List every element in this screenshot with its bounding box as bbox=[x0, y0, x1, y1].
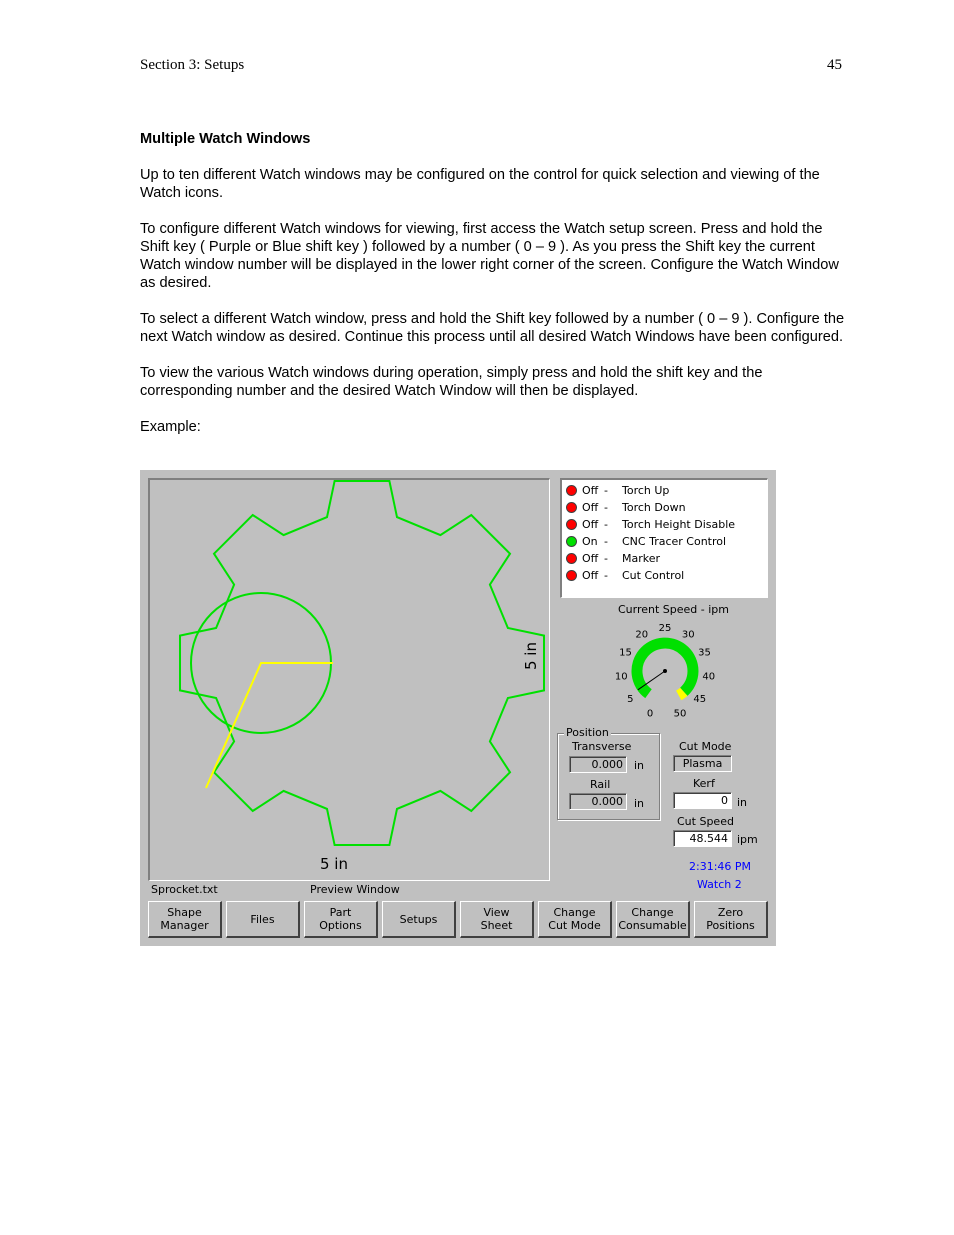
led-icon bbox=[566, 502, 577, 513]
io-separator: - bbox=[604, 568, 608, 582]
io-state: Off bbox=[582, 483, 599, 497]
part-options-button[interactable]: Part Options bbox=[304, 901, 378, 938]
rail-unit: in bbox=[634, 797, 645, 810]
io-name: Torch Height Disable bbox=[622, 517, 736, 531]
zero-positions-button[interactable]: Zero Positions bbox=[694, 901, 768, 938]
io-state: Off bbox=[582, 517, 599, 531]
io-name: Cut Control bbox=[622, 568, 685, 582]
rail-label: Rail bbox=[590, 778, 611, 791]
io-state: On bbox=[582, 534, 598, 548]
speed-tick-label: 5 bbox=[627, 694, 634, 706]
io-state: Off bbox=[582, 500, 599, 514]
io-separator: - bbox=[604, 551, 608, 565]
io-status-list bbox=[560, 478, 768, 598]
speed-tick-label: 25 bbox=[658, 623, 672, 634]
kerf-label: Kerf bbox=[693, 777, 715, 790]
io-row-torch-down bbox=[566, 499, 686, 515]
io-row-cut-control bbox=[566, 567, 684, 583]
speed-tick-label: 50 bbox=[673, 708, 687, 720]
io-row-torch-height-disable bbox=[566, 516, 735, 532]
speed-gauge-arc bbox=[637, 643, 693, 694]
speed-tick-label: 45 bbox=[693, 694, 707, 706]
page-number: 45 bbox=[827, 57, 842, 73]
sprocket-outline bbox=[180, 481, 544, 845]
example-label: Example: bbox=[140, 419, 201, 435]
clock-time: 2:31:46 PM bbox=[689, 860, 752, 873]
paragraph-1: Up to ten different Watch windows may be configured on the control for quick selection and viewing of the Watch icons. bbox=[140, 167, 820, 201]
kerf-input[interactable]: 0 bbox=[673, 792, 732, 809]
rail-value: 0.000 bbox=[569, 793, 627, 810]
io-name: Marker bbox=[622, 551, 661, 565]
speed-tick-label: 10 bbox=[614, 671, 628, 683]
paragraph-3: To select a different Watch window, press and hold the Shift key followed by a number ( 0 – 9 ). Configure the next Watch window as desired. Continue this process until all desired Watch Windows have been configured. bbox=[140, 311, 845, 345]
cut-speed-input[interactable]: 48.544 bbox=[673, 830, 732, 847]
cut-speed-label: Cut Speed bbox=[677, 815, 734, 828]
io-name: Torch Up bbox=[622, 483, 670, 497]
shape-manager-button[interactable]: Shape Manager bbox=[148, 901, 222, 938]
io-row-torch-up bbox=[566, 482, 669, 498]
led-icon bbox=[566, 536, 577, 547]
kerf-unit: in bbox=[737, 796, 748, 809]
page-header-left: Section 3: Setups bbox=[140, 57, 245, 73]
file-name: Sprocket.txt bbox=[151, 883, 218, 896]
cut-speed-unit: ipm bbox=[737, 833, 758, 846]
files-button[interactable]: Files bbox=[226, 901, 300, 938]
section-heading: Multiple Watch Windows bbox=[140, 131, 311, 147]
speed-tick-label: 30 bbox=[681, 629, 695, 641]
led-icon bbox=[566, 570, 577, 581]
io-separator: - bbox=[604, 534, 608, 548]
preview-window-label: Preview Window bbox=[310, 883, 400, 896]
led-icon bbox=[566, 553, 577, 564]
io-separator: - bbox=[604, 517, 608, 531]
speed-tick-label: 35 bbox=[698, 647, 711, 659]
io-row-cnc-tracer-control bbox=[566, 533, 726, 549]
sprocket-preview-drawing bbox=[150, 480, 550, 881]
cut-path-line bbox=[206, 663, 333, 788]
led-icon bbox=[566, 519, 577, 530]
io-row-marker bbox=[566, 550, 660, 566]
io-separator: - bbox=[604, 483, 608, 497]
change-consumable-button[interactable]: Change Consumable bbox=[616, 901, 690, 938]
speed-tick-label: 0 bbox=[646, 708, 654, 720]
speed-gauge-title: Current Speed - ipm bbox=[618, 603, 730, 616]
led-icon bbox=[566, 485, 577, 496]
io-separator: - bbox=[604, 500, 608, 514]
watch-screen-screenshot bbox=[140, 470, 776, 946]
transverse-value: 0.000 bbox=[569, 756, 627, 773]
speed-gauge-arc-tip bbox=[679, 692, 684, 696]
dimension-vertical: 5 in bbox=[522, 642, 540, 670]
io-name: Torch Down bbox=[622, 500, 686, 514]
view-sheet-button[interactable]: View Sheet bbox=[460, 901, 534, 938]
speed-tick-label: 20 bbox=[635, 629, 649, 641]
transverse-label: Transverse bbox=[572, 740, 632, 753]
io-name: CNC Tracer Control bbox=[622, 534, 727, 548]
cut-mode-label: Cut Mode bbox=[679, 740, 732, 753]
io-state: Off bbox=[582, 568, 599, 582]
io-state: Off bbox=[582, 551, 599, 565]
speed-tick-label: 15 bbox=[619, 647, 632, 659]
preview-window[interactable] bbox=[148, 478, 550, 881]
speed-tick-label: 40 bbox=[702, 671, 716, 683]
cut-mode-value: Plasma bbox=[673, 755, 732, 772]
dimension-horizontal: 5 in bbox=[320, 855, 348, 873]
transverse-unit: in bbox=[634, 759, 645, 772]
setups-button[interactable]: Setups bbox=[382, 901, 456, 938]
watch-window-number: Watch 2 bbox=[697, 878, 742, 891]
change-cut-mode-button[interactable]: Change Cut Mode bbox=[538, 901, 612, 938]
paragraph-4: To view the various Watch windows during operation, simply press and hold the shift key and the corresponding number and the desired Watch Window will then be displayed. bbox=[140, 365, 763, 399]
speed-gauge-hub bbox=[663, 669, 667, 673]
position-legend: Position bbox=[566, 726, 609, 739]
speed-gauge bbox=[600, 615, 730, 725]
document-body bbox=[140, 130, 845, 454]
paragraph-2: To configure different Watch windows for viewing, first access the Watch setup screen. Press and hold the Shift key ( Purple or Blue shift key ) followed by a number ( 0 – 9 ). As you press the Shift key the current Watch window number will be displayed in the lower right corner of the screen. Configure the Watch Window as desired. bbox=[140, 221, 839, 291]
